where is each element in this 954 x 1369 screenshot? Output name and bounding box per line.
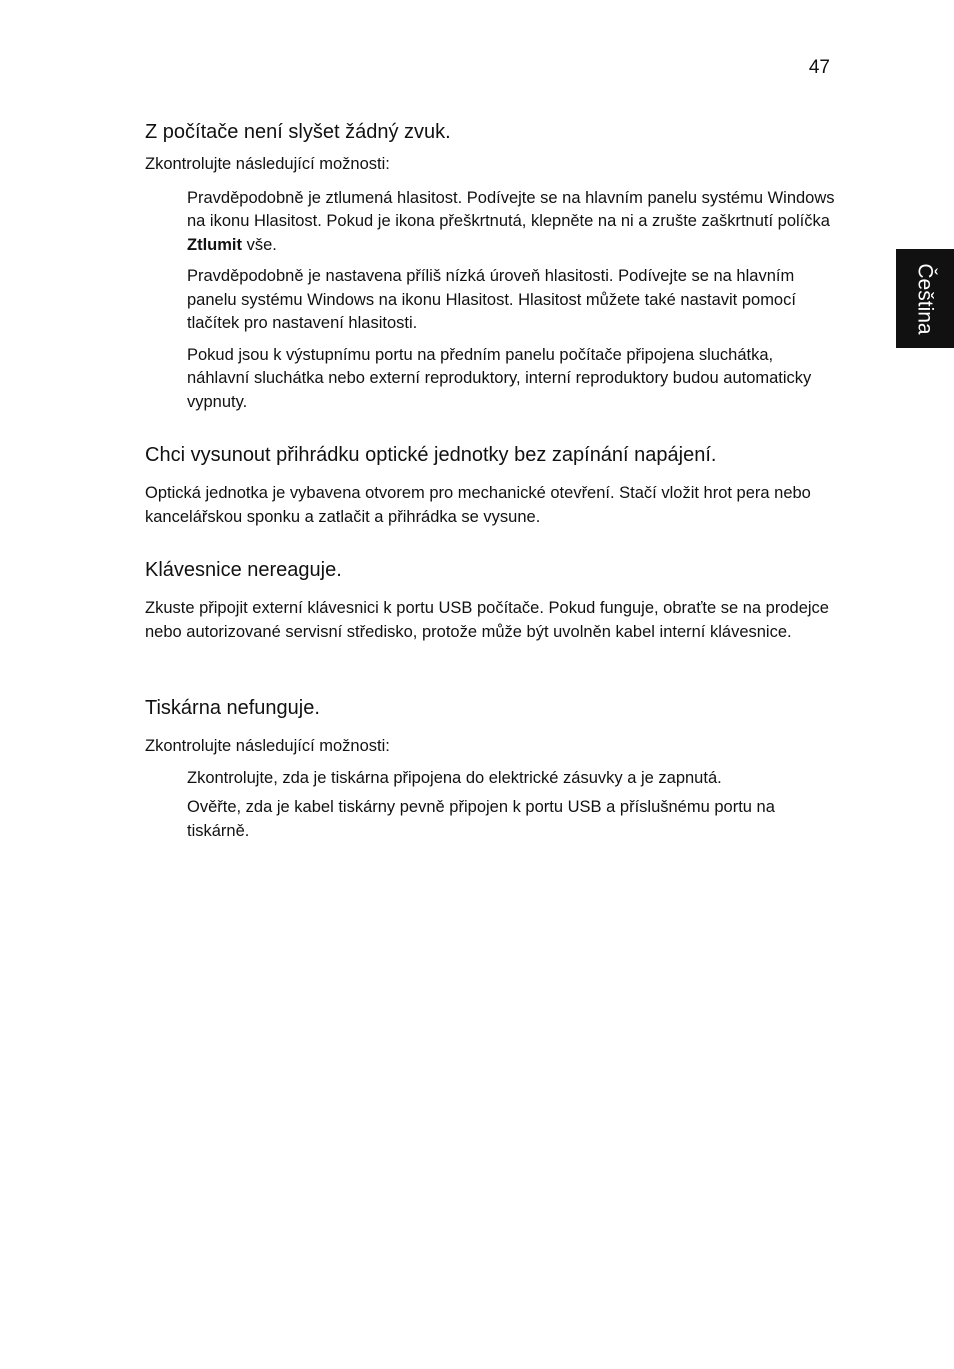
section-heading: Klávesnice nereaguje. [145, 559, 342, 581]
mute-label: Ztlumit [187, 235, 242, 254]
list-item-text: vše. [242, 235, 277, 254]
page-number: 47 [808, 57, 830, 78]
list-item: Pravděpodobně je nastavena příliš nízká úroveň hlasitosti. Podívejte se na hlavním panelu systému Windows na ikonu Hlasitost. Hlasitost můžete také nastavit pomocí tlačítek pro nastavení hlasitosti. [187, 267, 796, 332]
section-optical-drive [145, 442, 835, 529]
section-heading: Tiskárna nefunguje. [145, 697, 320, 719]
list-item [145, 187, 835, 258]
language-tab [896, 249, 954, 348]
list-item: Ověřte, zda je kabel tiskárny pevně připojen k portu USB a příslušnému portu na tiskárně. [187, 798, 775, 840]
list-item: Zkontrolujte, zda je tiskárna připojena do elektrické zásuvky a je zapnutá. [187, 768, 722, 787]
section-intro: Zkontrolujte následující možnosti: [145, 737, 390, 755]
language-tab-label: Čeština [913, 262, 937, 335]
section-heading: Z počítače není slyšet žádný zvuk. [145, 121, 451, 143]
section-heading: Chci vysunout přihrádku optické jednotky bez zapínání napájení. [145, 444, 717, 466]
section-body: Optická jednotka je vybavena otvorem pro mechanické otevření. Stačí vložit hrot pera nebo kancelářskou sponku a zatlačit a přihrádka se vysune. [145, 484, 811, 526]
section-intro: Zkontrolujte následující možnosti: [145, 155, 390, 173]
list-item: Pokud jsou k výstupnímu portu na předním panelu počítače připojena sluchátka, náhlavní sluchátka nebo externí reproduktory, interní reproduktory budou automaticky vypnuty. [187, 345, 812, 411]
section-printer [145, 695, 835, 843]
section-no-sound [145, 119, 835, 414]
section-body: Zkuste připojit externí klávesnici k portu USB počítače. Pokud funguje, obraťte se na prodejce nebo autorizované servisní středisko, protože může být uvolněn kabel interní klávesnice. [145, 599, 829, 641]
list-item-text: Pravděpodobně je ztlumená hlasitost. Podívejte se na hlavním panelu systému Windows na ikonu Hlasitost. Pokud je ikona přeškrtnutá, klepněte na ni a zrušte zaškrtnutí políčka [187, 188, 835, 230]
section-keyboard [145, 557, 835, 644]
